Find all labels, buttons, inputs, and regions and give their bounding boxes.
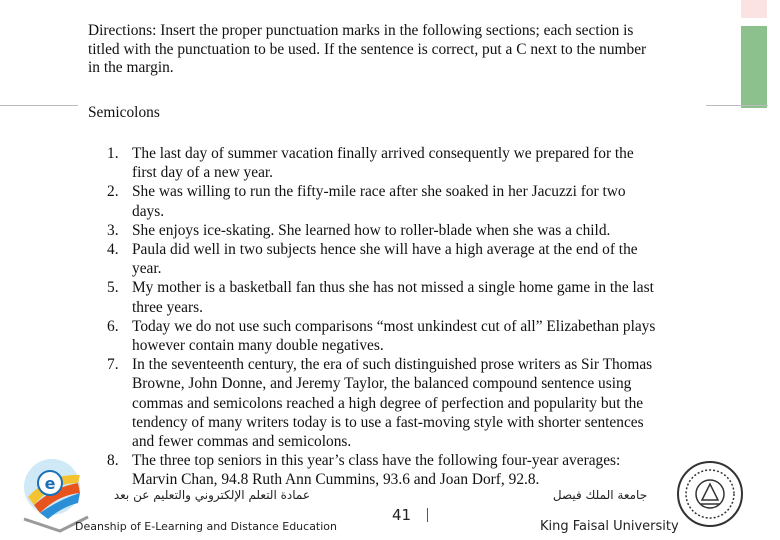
item-number: 2. — [107, 183, 119, 201]
exercise-list — [92, 144, 657, 490]
footer-deanship-english: Deanship of E-Learning and Distance Education — [75, 520, 338, 533]
item-text: She was willing to run the fifty-mile race after she soaked in her Jacuzzi for two days. — [132, 183, 626, 220]
list-item — [92, 355, 657, 451]
list-item — [92, 278, 657, 316]
footer-deanship-arabic: عمادة التعلم الإلكتروني والتعليم عن بعد — [113, 488, 310, 502]
section-title: Semicolons — [88, 104, 160, 121]
university-seal-icon — [676, 460, 744, 528]
item-text: The last day of summer vacation finally arrived consequently we prepared for the first day of a new year. — [132, 145, 634, 182]
item-text: Paula did well in two subjects hence she will have a high average at the end of the year. — [132, 241, 638, 278]
divider-right — [706, 105, 768, 106]
item-number: 1. — [107, 145, 119, 162]
list-item — [92, 451, 657, 489]
directions-text: Directions: Insert the proper punctuation marks in the following sections; each section is titled with the punctuation to be used. If the sentence is correct, put a C next to the number in the margin. — [88, 22, 647, 76]
svg-text:e: e — [44, 474, 56, 493]
list-item — [92, 221, 657, 240]
decor-pink-block — [741, 0, 767, 18]
item-number: 8. — [107, 452, 119, 470]
page-number: 41 — [392, 506, 412, 524]
decor-green-bar — [741, 26, 767, 108]
list-item — [92, 240, 657, 278]
list-item — [92, 144, 657, 182]
item-text: Today we do not use such comparisons “most unkindest cut of all” Elizabethan plays however contain many double negatives. — [132, 317, 656, 355]
footer-university-english: King Faisal University — [540, 519, 679, 534]
item-number: 7. — [107, 356, 119, 374]
list-item — [92, 182, 657, 220]
item-number: 4. — [107, 241, 119, 259]
item-text: She enjoys ice-skating. She learned how to roller-blade when she was a child. — [132, 221, 611, 239]
item-text: The three top seniors in this year’s class have the following four-year averages: Marvin Chan, 94.8 Ruth Ann Cummins, 93.6 and Joan Dorf, 92.8. — [132, 452, 621, 489]
item-number: 5. — [107, 279, 119, 297]
item-text: My mother is a basketball fan thus she has not missed a single home game in the last three years. — [132, 279, 654, 316]
page-number-divider — [427, 508, 428, 522]
footer-university-arabic: جامعة الملك فيصل — [552, 488, 648, 502]
item-number: 6. — [107, 317, 119, 335]
divider-left — [0, 105, 78, 106]
list-item — [92, 317, 657, 355]
item-number: 3. — [107, 221, 119, 239]
item-text: In the seventeenth century, the era of such distinguished prose writers as Sir Thomas Browne, John Donne, and Jeremy Taylor, the balanced compound sentence using commas and semicolons reached a high degree of perfection and popularity but the tendency of many writers today is to use a fast-moving style with shorter sentences and fewer commas and semicolons. — [132, 356, 653, 451]
